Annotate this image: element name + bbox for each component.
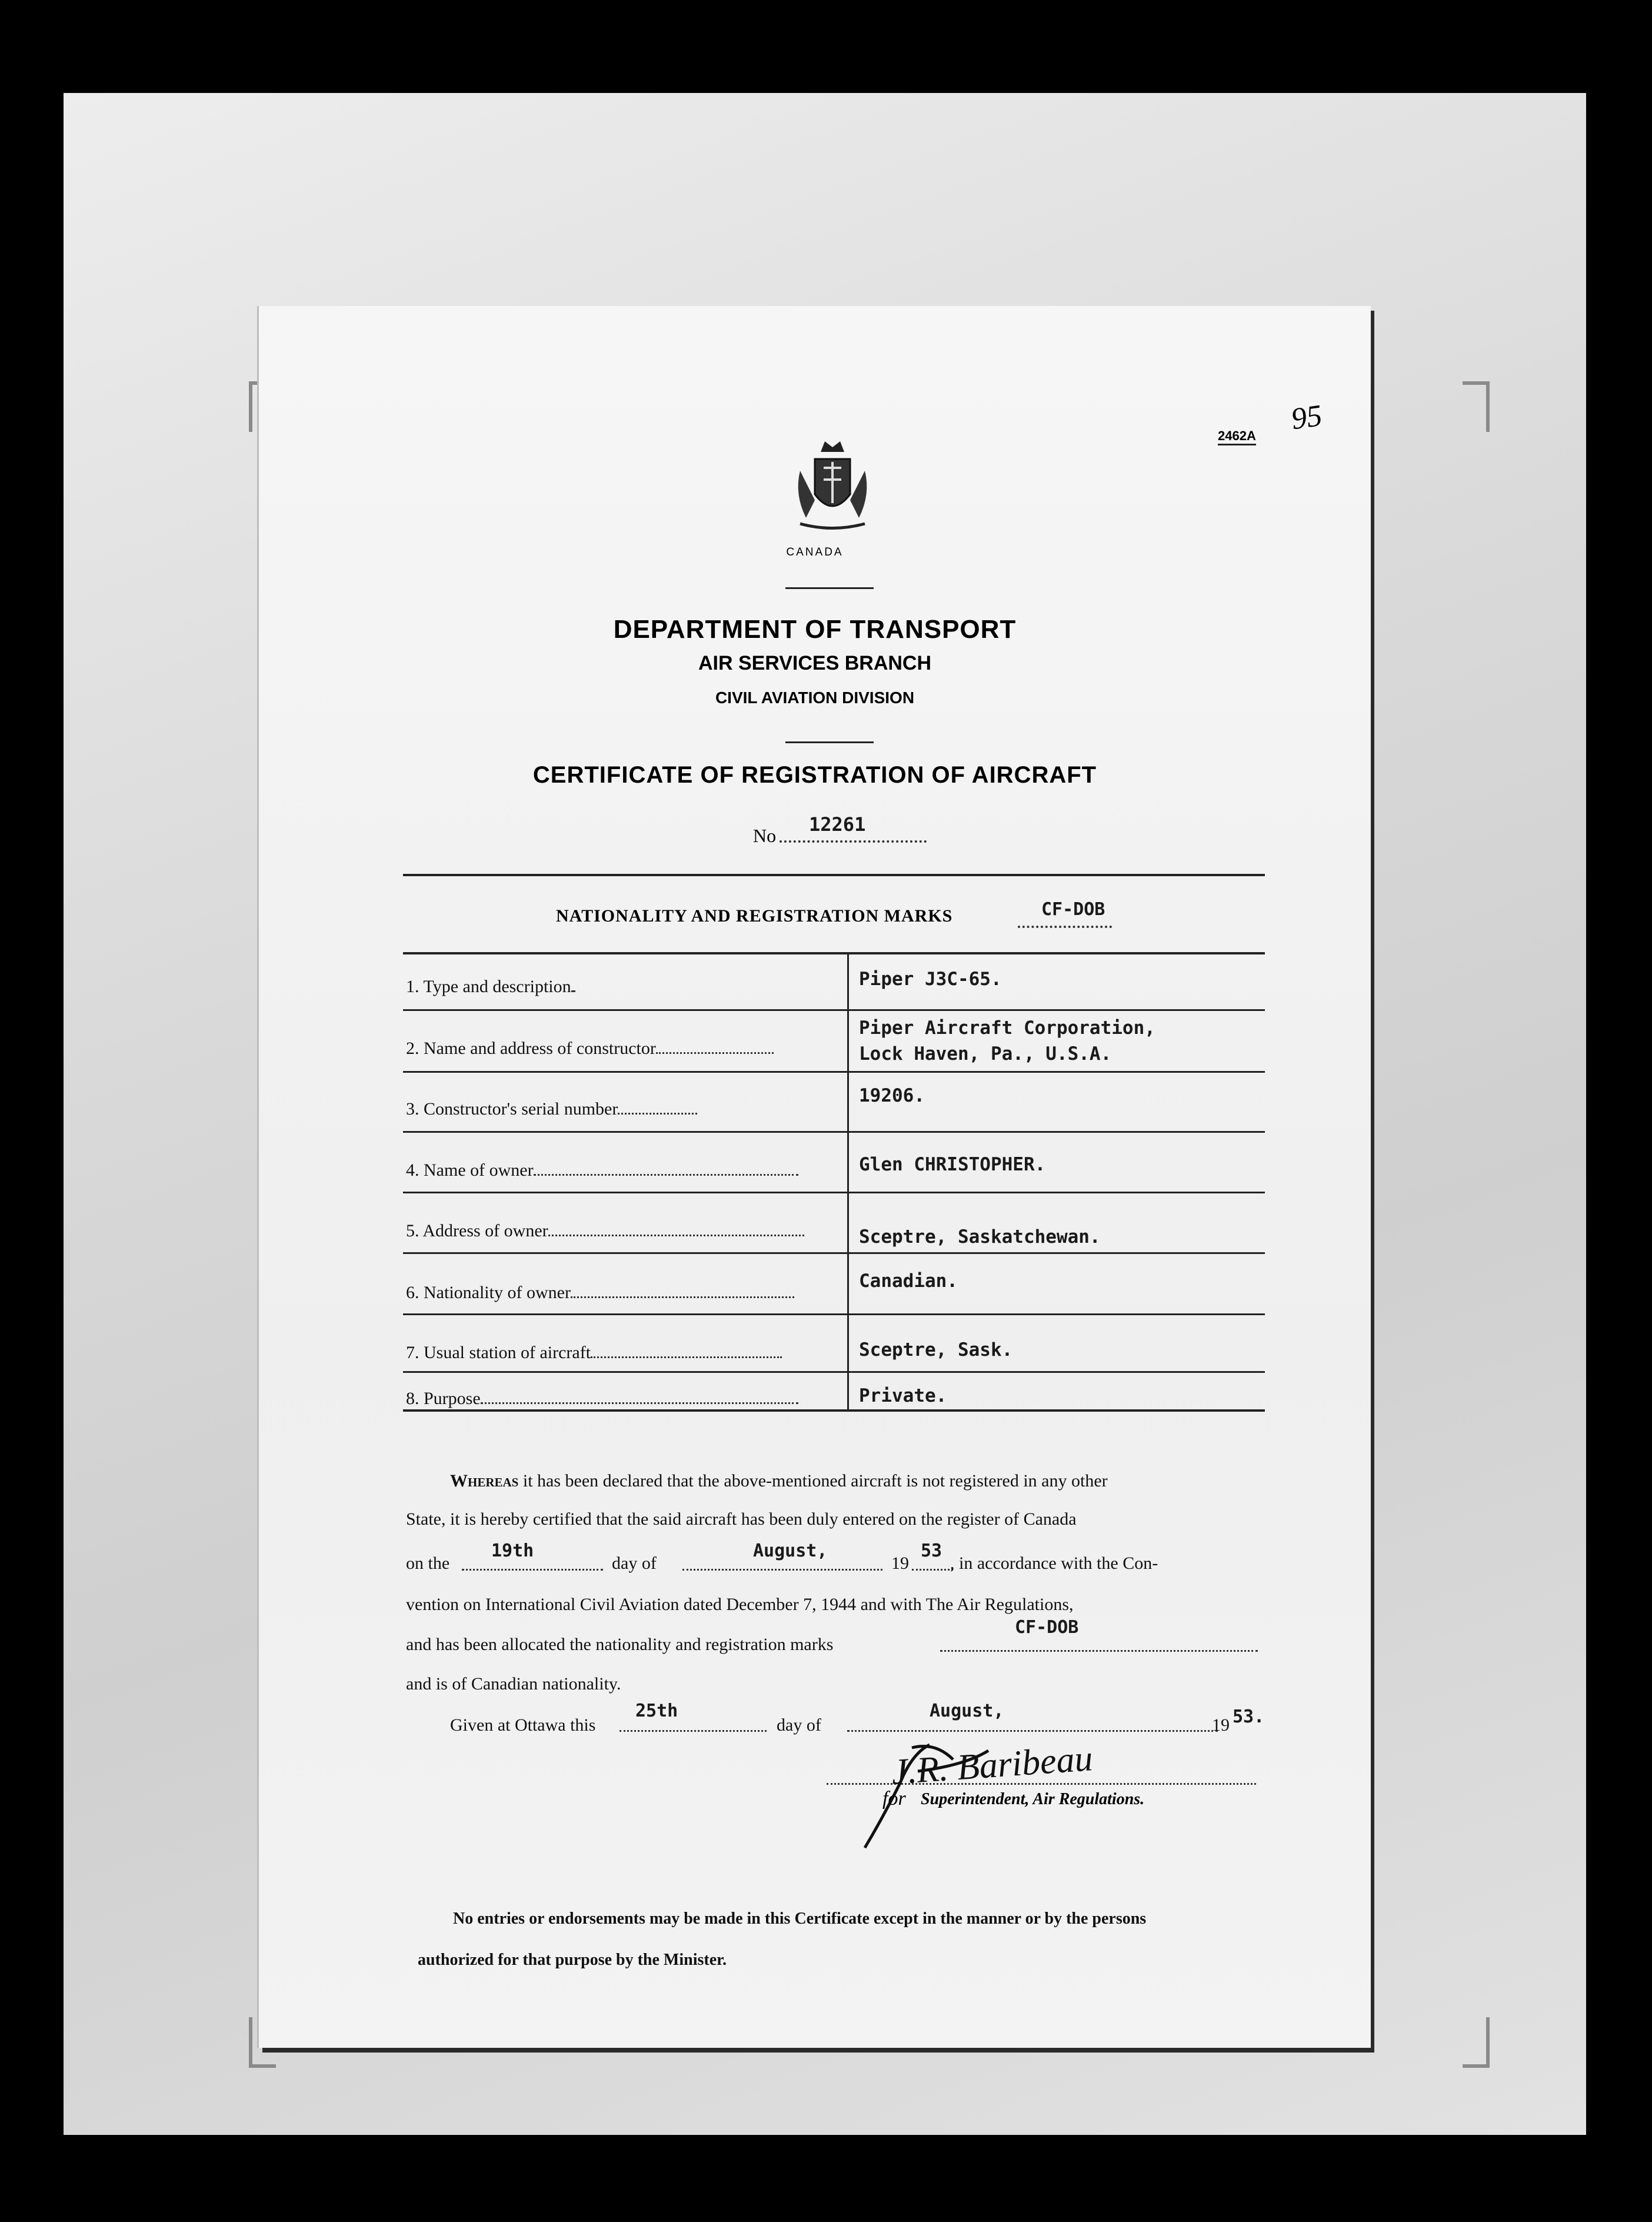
- table-row-value: Glen CHRISTOPHER.: [859, 1154, 1046, 1175]
- table-row-label: 5. Address of owner: [406, 1221, 804, 1241]
- allocated-marks: CF-DOB: [1015, 1617, 1079, 1638]
- corner-bracket: [1463, 381, 1490, 432]
- table-row-value: 19206.: [859, 1085, 925, 1106]
- table-rule: [403, 1009, 1265, 1011]
- table-rule: [403, 1071, 1265, 1073]
- table-row-label: 4. Name of owner: [406, 1160, 798, 1180]
- department-title: DEPARTMENT OF TRANSPORT: [613, 615, 1017, 644]
- declaration-line: and has been allocated the nationality and registration marks: [406, 1635, 834, 1654]
- signature-handwriting: J.R. Baribeau: [890, 1738, 1094, 1792]
- table-row-value: Private.: [859, 1385, 947, 1406]
- given-prefix: Given at Ottawa this: [450, 1715, 596, 1735]
- marks-leader: [940, 1623, 1258, 1652]
- table-row-value: Canadian.: [859, 1270, 958, 1292]
- table-row-label: 2. Name and address of constructor: [406, 1039, 774, 1059]
- declaration-line: Whereas it has been declared that the above-mentioned aircraft is not registered in any other: [450, 1471, 1108, 1491]
- table-row-label: 8. Purpose: [406, 1389, 798, 1409]
- table-column-divider: [847, 952, 849, 1411]
- table-rule: [403, 952, 1265, 954]
- footer-note-line: No entries or endorsements may be made in this Certificate except in the manner or by the persons: [453, 1910, 1147, 1928]
- corner-bracket: [1463, 2017, 1490, 2068]
- signature-for: for: [882, 1788, 906, 1809]
- registration-month: August,: [753, 1541, 828, 1561]
- certificate-no-label: No: [753, 825, 777, 846]
- footer-note-line: authorized for that purpose by the Minister.: [418, 1951, 727, 1969]
- marks-label: NATIONALITY AND REGISTRATION MARKS: [556, 906, 953, 926]
- table-row-label: 1. Type and description: [406, 977, 574, 997]
- declaration-line: , in accordance with the Con-: [950, 1554, 1158, 1573]
- registration-year: 53: [921, 1541, 942, 1561]
- table-rule: [403, 1313, 1265, 1315]
- given-day: 25th: [635, 1701, 678, 1721]
- coat-of-arms-icon: [788, 435, 877, 541]
- given-year: 53.: [1233, 1707, 1265, 1727]
- certificate-title: CERTIFICATE OF REGISTRATION OF AIRCRAFT: [532, 762, 1097, 788]
- table-row-label: 7. Usual station of aircraft: [406, 1343, 782, 1363]
- given-month: August,: [930, 1701, 1004, 1721]
- divider: [785, 587, 874, 589]
- table-row-value: Sceptre, Sask.: [859, 1339, 1013, 1361]
- registration-day: 19th: [491, 1541, 534, 1561]
- branch-title: AIR SERVICES BRANCH: [698, 652, 932, 674]
- certificate-document: [259, 306, 1371, 2048]
- table-rule: [403, 1192, 1265, 1193]
- table-row-value: Piper J3C-65.: [859, 969, 1002, 990]
- table-row-value: Piper Aircraft Corporation, Lock Haven, Pa., U.S.A.: [859, 1017, 1155, 1065]
- table-top-rule: [403, 874, 1265, 876]
- form-number: 2462A: [1218, 428, 1256, 445]
- year-prefix: 19: [891, 1554, 909, 1573]
- declaration-line: and is of Canadian nationality.: [406, 1674, 621, 1694]
- table-row-label: 3. Constructor's serial number: [406, 1099, 697, 1119]
- table-rule: [403, 1252, 1265, 1254]
- table-bottom-rule: [403, 1409, 1265, 1412]
- division-title: CIVIL AVIATION DIVISION: [715, 688, 915, 707]
- declaration-line: vention on International Civil Aviation dated December 7, 1944 and with The Air Regulations,: [406, 1595, 1074, 1614]
- certificate-no-value: 12261: [809, 813, 866, 836]
- declaration-line: State, it is hereby certified that the said aircraft has been duly entered on the register of Canada: [406, 1509, 1077, 1529]
- coat-of-arms-label: CANADA: [786, 546, 844, 558]
- signature-title: Superintendent, Air Regulations.: [921, 1790, 1145, 1808]
- given-year-prefix: 19: [1212, 1715, 1230, 1735]
- table-row-label: 6. Nationality of owner: [406, 1283, 794, 1303]
- given-day-of: day of: [777, 1715, 821, 1735]
- marks-value: CF-DOB: [1041, 899, 1105, 920]
- handwritten-page-number: 95: [1289, 398, 1324, 437]
- declaration-on-the: on the: [406, 1554, 450, 1573]
- table-rule: [403, 1131, 1265, 1133]
- divider: [785, 741, 874, 743]
- declaration-day-of: day of: [612, 1554, 657, 1573]
- table-row-value: Sceptre, Saskatchewan.: [859, 1226, 1101, 1248]
- table-rule: [403, 1371, 1265, 1373]
